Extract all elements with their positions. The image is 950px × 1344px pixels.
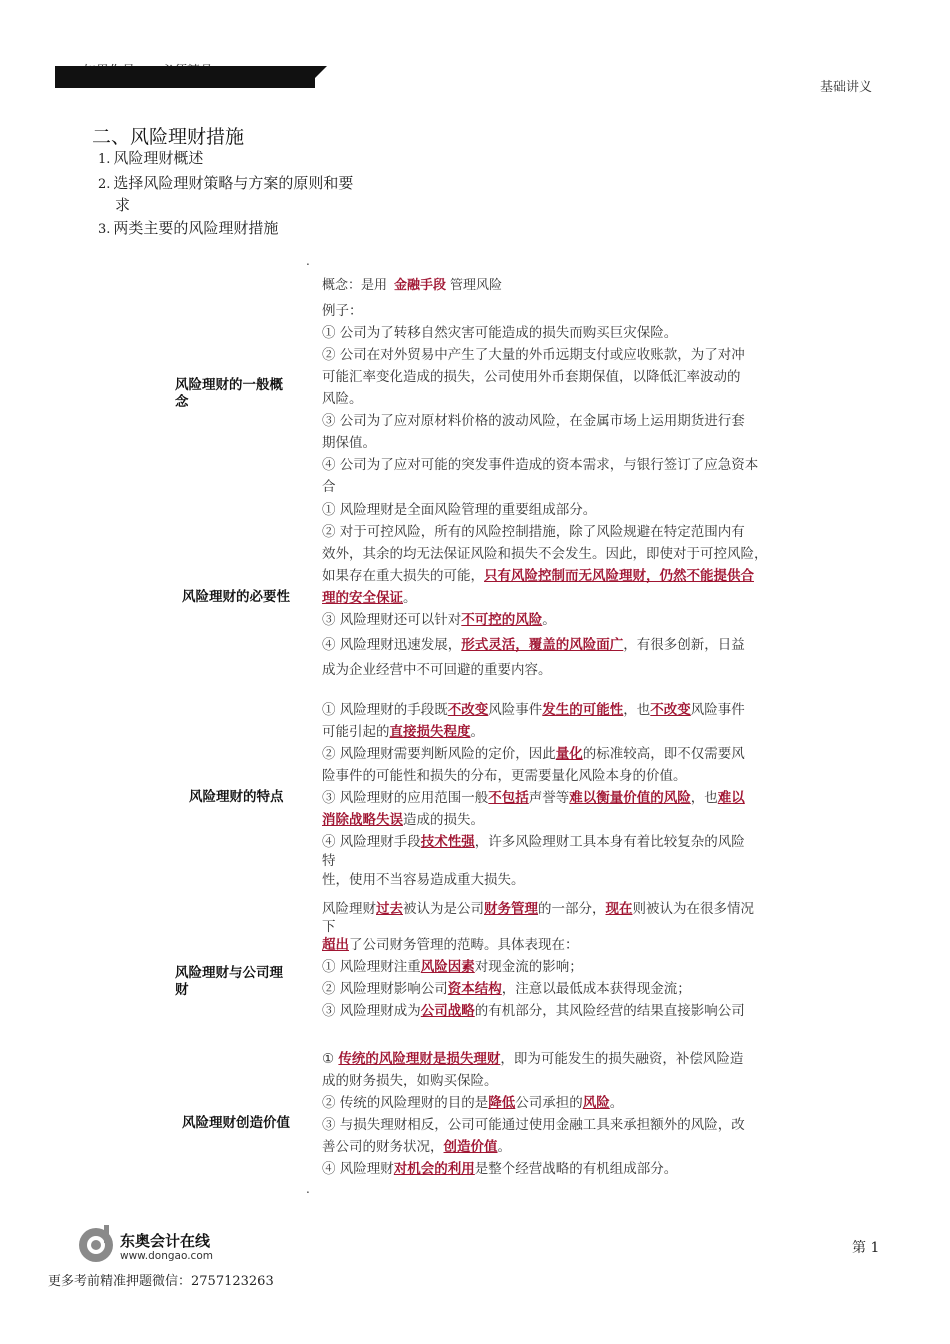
dot-marker: . <box>306 254 310 268</box>
page-number: 第 1 <box>852 1240 880 1256</box>
row-content-features: ① 风险理财的手段既不改变风险事件发生的可能性，也不改变风险事件 可能引起的直接损失程度。 ② 风险理财需要判断风险的定价，因此量化的标准较高，即不仅需要风 险事件的可能性和损失的分布，更需要量化风险本身的价值。 ③ 风险理财的应用范围一般不包括声誉等难以衡量价值的风险，也难以 消除战略失误造成的损失。 ④ 风险理财手段技术性强，许多风险理财工具本身有着比较复杂的风险 特 性，使用不当容易造成重大损失。 <box>322 702 745 888</box>
dot-marker: . <box>306 1182 310 1196</box>
dongao-logo-icon <box>76 1223 116 1263</box>
row-content-general-concept: 例子： ① 公司为了转移自然灾害可能造成的损失而购买巨灾保险。 ② 公司在对外贸易中产生了大量的外币远期支付或应收账款，为了对冲 可能汇率变化造成的损失，公司使用外币套期保值，以降低汇率波动的 风险。 ③ 公司为了应对原材料价格的波动风险，在金属市场上运用期货进行套 期保值。 ④ 公司为了应对可能的突发事件造成的资本需求，与银行签订了应急资本 合 <box>322 303 759 495</box>
header-right-label: 基础讲义 <box>820 80 873 95</box>
outline-list <box>98 148 398 243</box>
outline-item: 1. 风险理财概述 <box>98 149 204 167</box>
row-label-corporate-finance: 风险理财与公司理 财 <box>175 965 283 998</box>
brand-name: 东奥会计在线 <box>120 1232 211 1250</box>
row-label-value-creation: 风险理财创造价值 <box>182 1115 290 1131</box>
row-label-features: 风险理财的特点 <box>189 789 284 805</box>
outline-item: 2. 选择风险理财策略与方案的原则和要 求 <box>98 174 354 214</box>
header-bar <box>55 66 315 88</box>
row-label-general-concept: 风险理财的一般概 念 <box>175 377 283 410</box>
concept-cut-line: 概念：是用 金融手段 管理风险 <box>322 278 503 293</box>
outline-item: 3. 两类主要的风险理财措施 <box>98 219 279 237</box>
row-label-necessity: 风险理财的必要性 <box>182 589 290 605</box>
section-title: 二、风险理财措施 <box>92 126 245 148</box>
row-content-value-creation: ① 传统的风险理财是损失理财，即为可能发生的损失融资，补偿风险造 成的财务损失，如购买保险。 ② 传统的风险理财的目的是降低公司承担的风险。 ③ 与损失理财相反，公司可能通过使用金融工具来承担额外的风险，改 善公司的财务状况，创造价值。 ④ 风险理财对机会的利用是整个经营战略的有机组成部分。 <box>322 1051 745 1177</box>
row-content-corporate-finance: 风险理财过去被认为是公司财务管理的一部分，现在则被认为在很多情况 下 超出了公司财务管理的范畴。具体表现在： ① 风险理财注重风险因素对现金流的影响； ② 风险理财影响公司资本结构，注意以最低成本获得现金流； ③ 风险理财成为公司战略的有机部分，其风险经营的结果直接影响公司 <box>322 901 754 1019</box>
brand-site: www.dongao.com <box>120 1250 213 1262</box>
wechat-note: 更多考前精准押题微信：2757123263 <box>48 1274 274 1289</box>
header-bar-tail <box>305 66 327 88</box>
row-content-necessity: ① 风险理财是全面风险管理的重要组成部分。 ② 对于可控风险，所有的风险控制措施，除了风险规避在特定范围内有 效外，其余的均无法保证风险和损失不会发生。因此，即使对于可控风险， 如果存在重大损失的可能，只有风险控制而无风险理财，仍然不能提供合 理的安全保证。 ③ 风险理财还可以针对不可控的风险。 ④ 风险理财迅速发展，形式灵活，覆盖的风险面广，有很多创新，日益 成为企业经营中不可回避的重要内容。 <box>322 502 768 678</box>
